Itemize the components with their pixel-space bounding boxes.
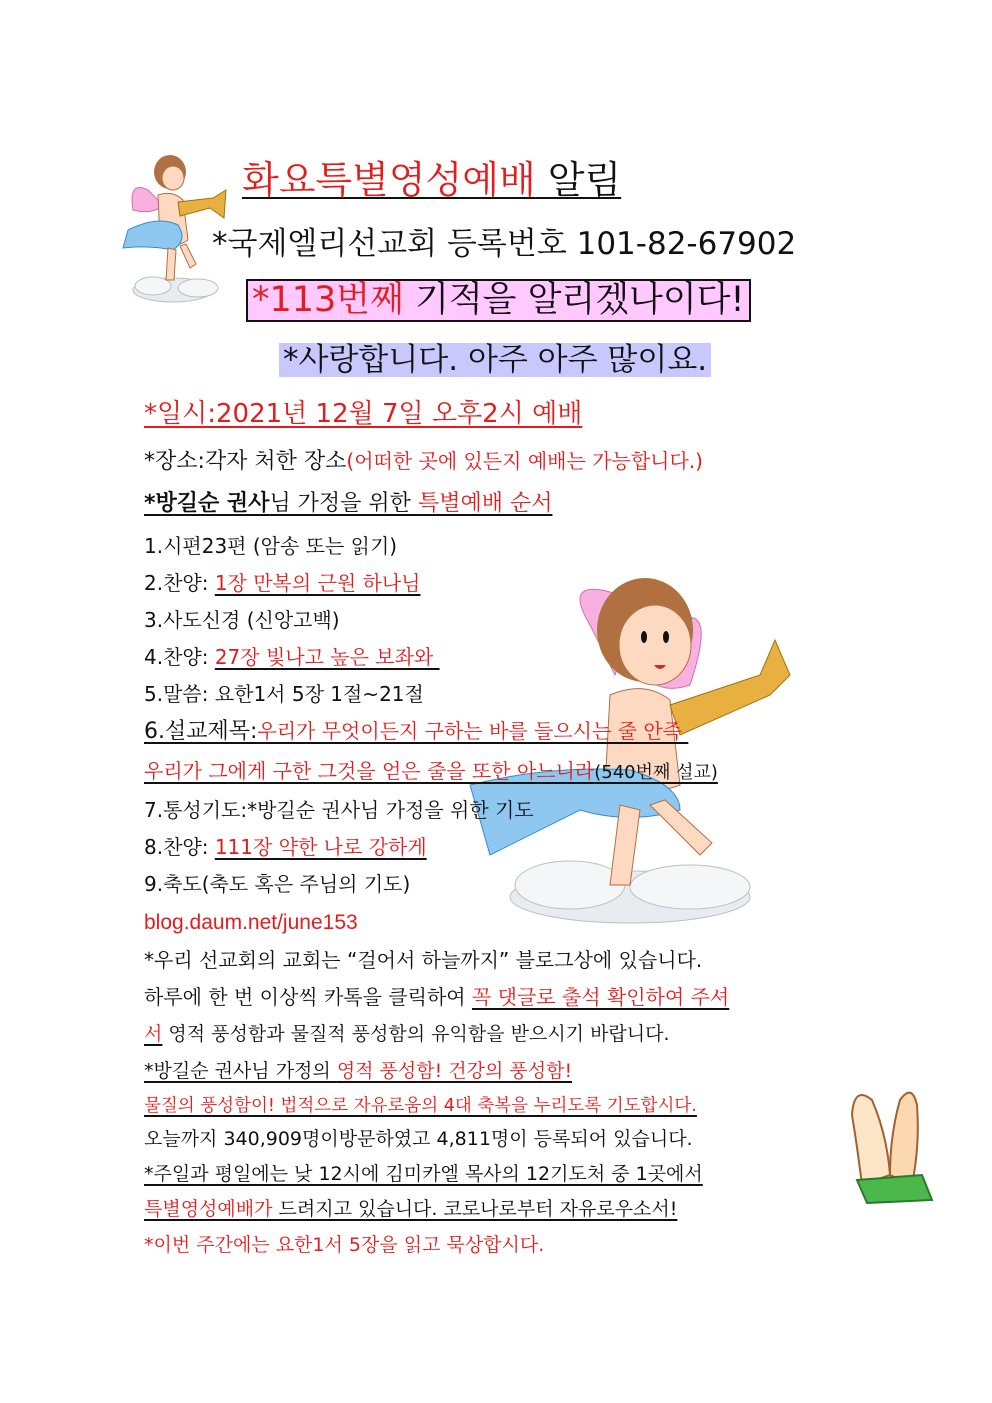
miracle-number: 113번째 (269, 280, 404, 320)
item6-label: 6.설교제목: (144, 719, 258, 744)
family-line-black: *방길순 권사님 가정의 (144, 1060, 337, 1082)
order-item-8 (144, 836, 427, 858)
blessing-line-black: 영적 풍성함과 물질적 풍성함의 유익함을 받으시기 바랍니다. (162, 1023, 670, 1045)
miracle-rest: 기적을 알리겠나이다! (403, 280, 745, 320)
miracle-star: * (252, 280, 270, 320)
love-message: *사랑합니다. 아주 아주 많이요. (279, 343, 711, 377)
item6-note: (540번째 설교) (594, 762, 718, 783)
item2-label: 2.찬양: (144, 571, 215, 595)
praying-hands-icon (832, 1075, 942, 1205)
miracle-announcement (246, 279, 751, 322)
item6-value1: 우리가 무엇이든지 구하는 바를 들으시는 줄 안즉 (257, 719, 689, 743)
blessing-line-red: 서 (144, 1023, 163, 1045)
blessing-line (144, 1024, 670, 1045)
order-item-4 (144, 646, 440, 668)
sunday-line: *주일과 평일에는 낮 12시에 김미카엘 목사의 12기도처 중 1곳에서 (144, 1163, 703, 1185)
click-line-red: 꼭 댓글로 출석 확인하여 주셔 (471, 985, 730, 1009)
service-place (144, 450, 703, 474)
item6-value2: 우리가 그에게 구한 그것을 얻은 줄을 또한 아느니라 (144, 759, 595, 783)
order-heading-normal: 님 가정을 위한 (269, 491, 418, 516)
order-heading (144, 492, 552, 516)
click-line (144, 986, 729, 1008)
week-line: *이번 주간에는 요한1서 5장을 읽고 묵상합시다. (144, 1234, 545, 1256)
church-registration: *국제엘리선교회 등록번호 101-82-67902 (212, 226, 797, 262)
family-line (144, 1061, 572, 1082)
place-note: (어떠한 곳에 있든지 예배는 가능합니다.) (346, 449, 703, 473)
special-line-red: 특별영성예배가 (144, 1198, 273, 1220)
order-item-5: 5.말씀: 요한1서 5장 1절~21절 (144, 682, 424, 706)
title-red: 화요특별영성예배 (242, 158, 536, 202)
blog-line: *우리 선교회의 교회는 “걸어서 하늘까지” 블로그상에 있습니다. (144, 948, 703, 972)
special-service-line (144, 1199, 677, 1220)
click-line-black: 하루에 한 번 이상씩 카톡을 클릭하여 (144, 985, 472, 1009)
page-title (242, 160, 621, 202)
order-item-6 (144, 720, 688, 744)
order-heading-red: 특별예배 순서 (417, 491, 553, 516)
item8-value: 111장 약한 나로 강하게 (214, 835, 427, 859)
order-item-1: 1.시편23편 (암송 또는 읽기) (144, 534, 398, 558)
four-blessings-line: 물질의 풍성함이! 법적으로 자유로움의 4대 축복을 누리도록 기도합시다. (144, 1096, 697, 1116)
family-line-red: 영적 풍성함! 건강의 풍성함! (336, 1060, 573, 1082)
service-date: *일시:2021년 12월 7일 오후2시 예배 (144, 399, 583, 429)
item4-label: 4.찬양: (144, 645, 215, 669)
order-item-9: 9.축도(축도 혹은 주님의 기도) (144, 872, 411, 896)
visitor-count: 오늘까지 340,909명이방문하였고 4,811명이 등록되어 있습니다. (144, 1128, 693, 1150)
order-item-6-cont (144, 760, 718, 783)
special-line-black: 드려지고 있습니다. 코로나로부터 자유로우소서! (272, 1198, 678, 1220)
blog-url[interactable]: blog.daum.net/june153 (144, 911, 358, 934)
order-item-2 (144, 572, 421, 594)
title-black: 알림 (535, 158, 622, 202)
item4-value: 27장 빛나고 높은 보좌와 (214, 645, 440, 669)
item2-value: 1장 만복의 근원 하나님 (214, 571, 421, 595)
item8-label: 8.찬양: (144, 835, 215, 859)
place-label: *장소:각자 처한 장소 (144, 449, 347, 474)
order-item-7: 7.통성기도:*방길순 권사님 가정을 위한 기도 (144, 798, 534, 822)
order-item-3: 3.사도신경 (신앙고백) (144, 608, 340, 632)
order-heading-bold: *방길순 권사 (144, 491, 270, 516)
